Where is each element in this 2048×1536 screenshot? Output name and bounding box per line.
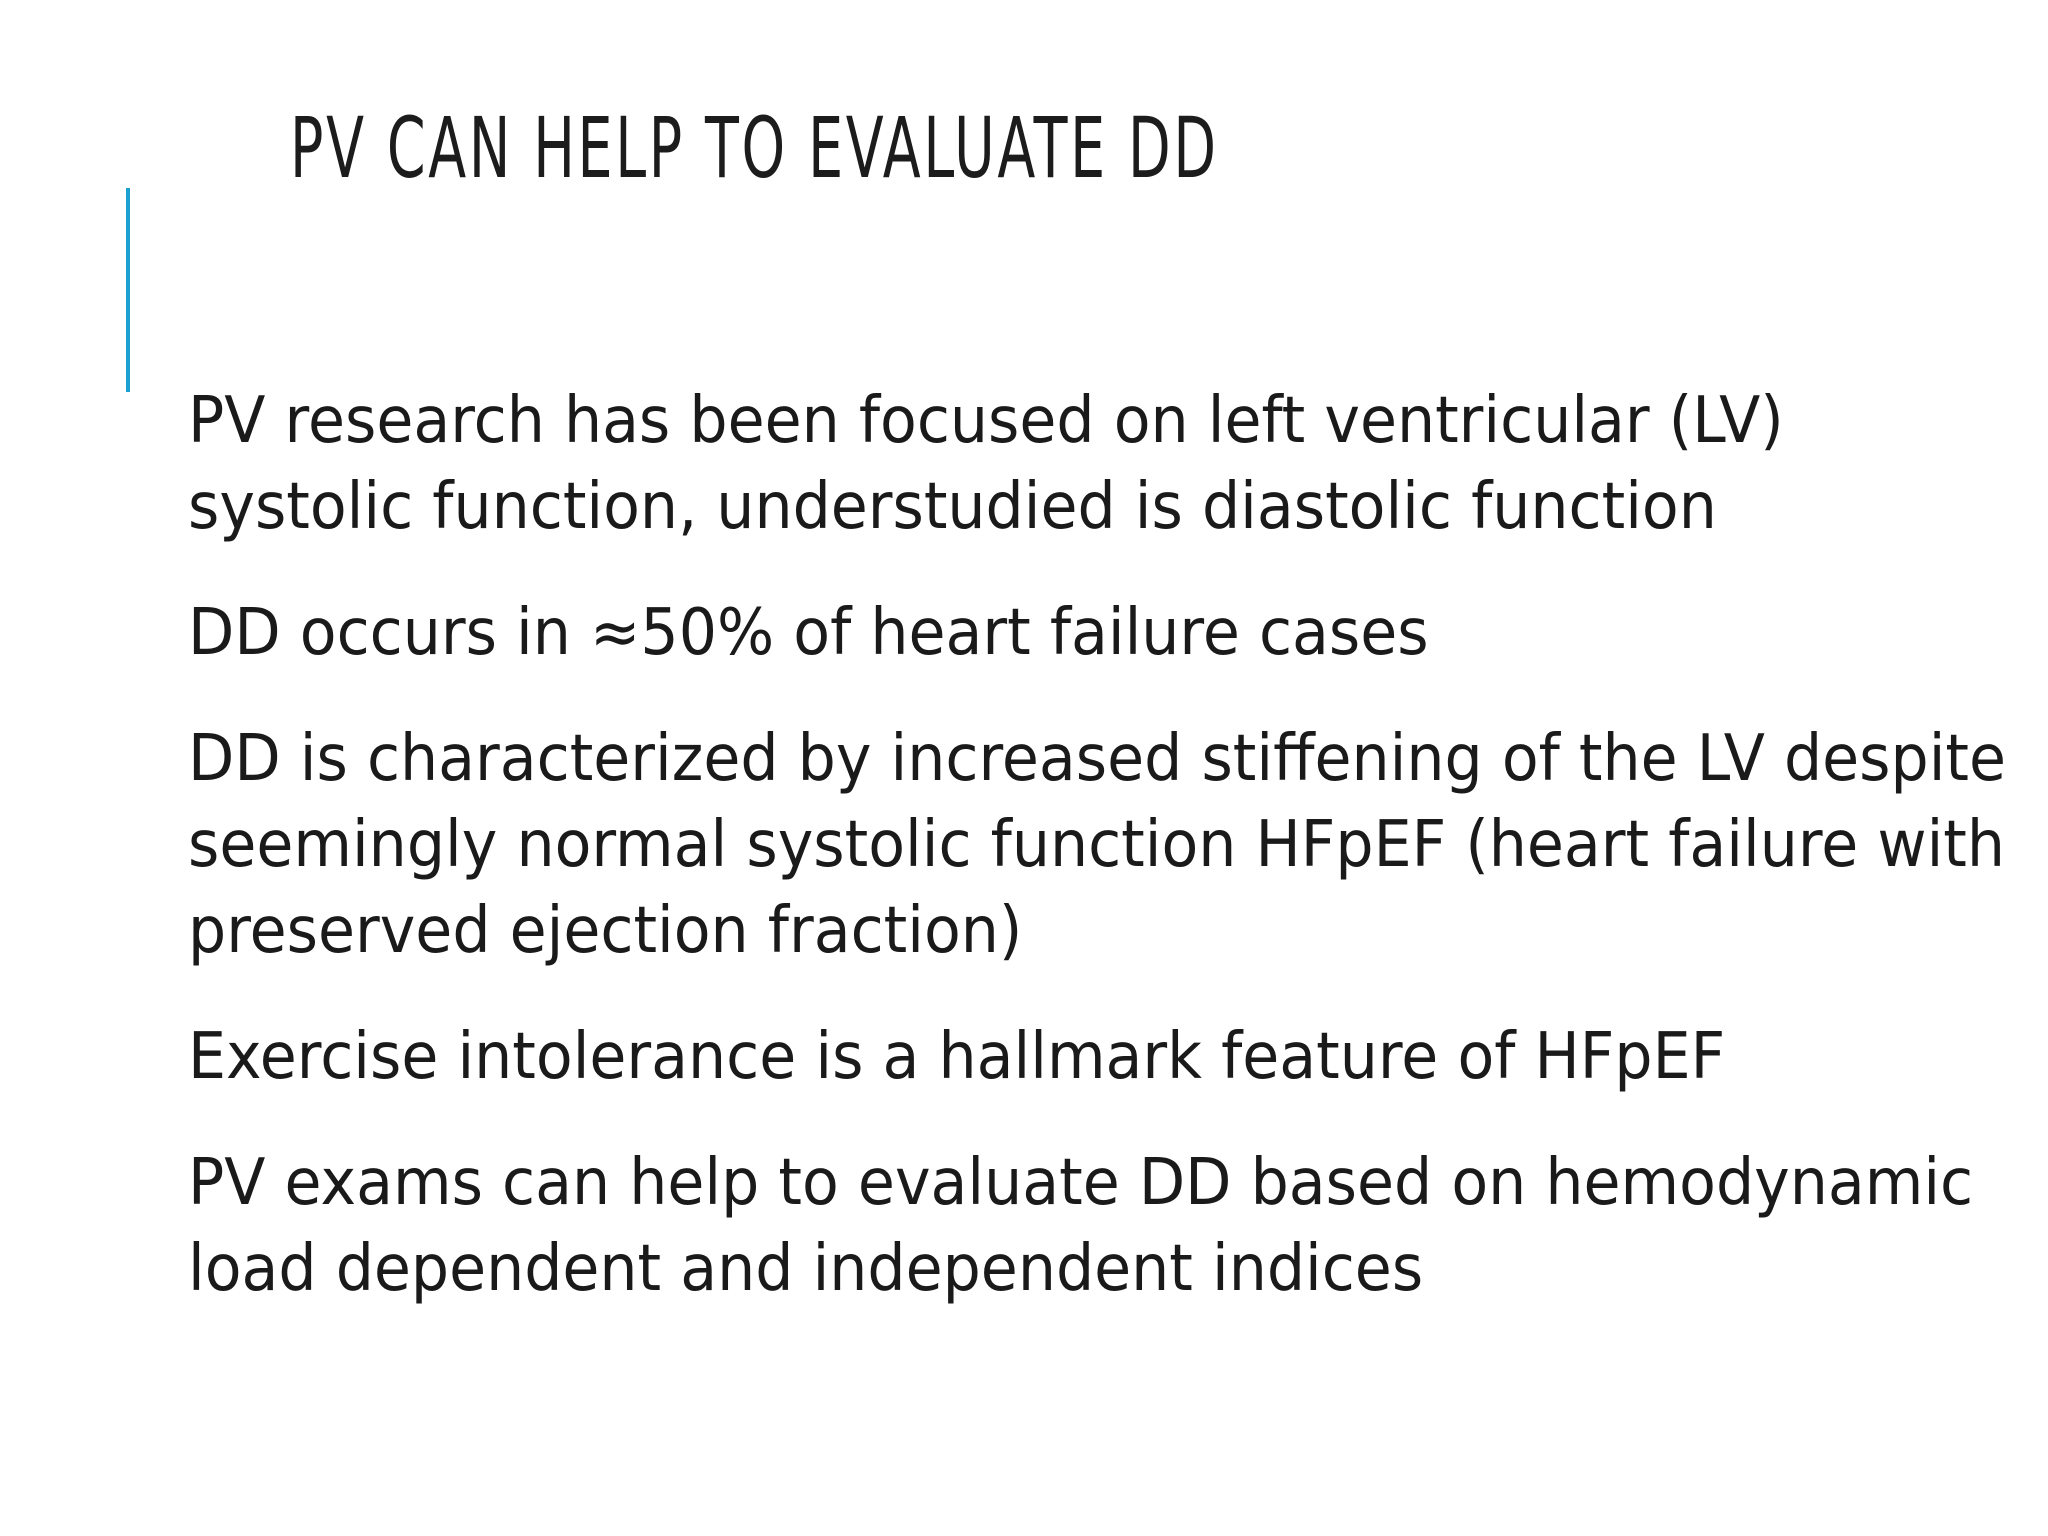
- bullet-list: [188, 378, 2008, 1352]
- bullet-text: PV exams can help to evaluate DD based on hemodynamic load dependent and independent indices: [188, 1146, 1974, 1306]
- bullet-item-exercise-intolerance: [188, 1014, 2008, 1100]
- bullet-text: PV research has been focused on left ventricular (LV) systolic function, understudied is diastolic function: [188, 384, 1784, 544]
- bullet-item-dd-characterization: [188, 716, 2008, 974]
- bullet-item-pv-exams: [188, 1140, 2008, 1312]
- bullet-item-dd-occurrence: [188, 590, 2008, 676]
- bullet-text: DD occurs in ≈50% of heart failure cases: [188, 596, 1429, 670]
- bullet-text: Exercise intolerance is a hallmark feature of HFpEF: [188, 1020, 1726, 1094]
- bullet-text: DD is characterized by increased stiffening of the LV despite seemingly normal systolic function HFpEF (heart failure with preserved ejection fraction): [188, 722, 2007, 968]
- title-accent-bar: [126, 188, 130, 392]
- slide-title: PV CAN HELP TO EVALUATE DD: [290, 99, 1219, 197]
- bullet-item-research-focus: [188, 378, 2008, 550]
